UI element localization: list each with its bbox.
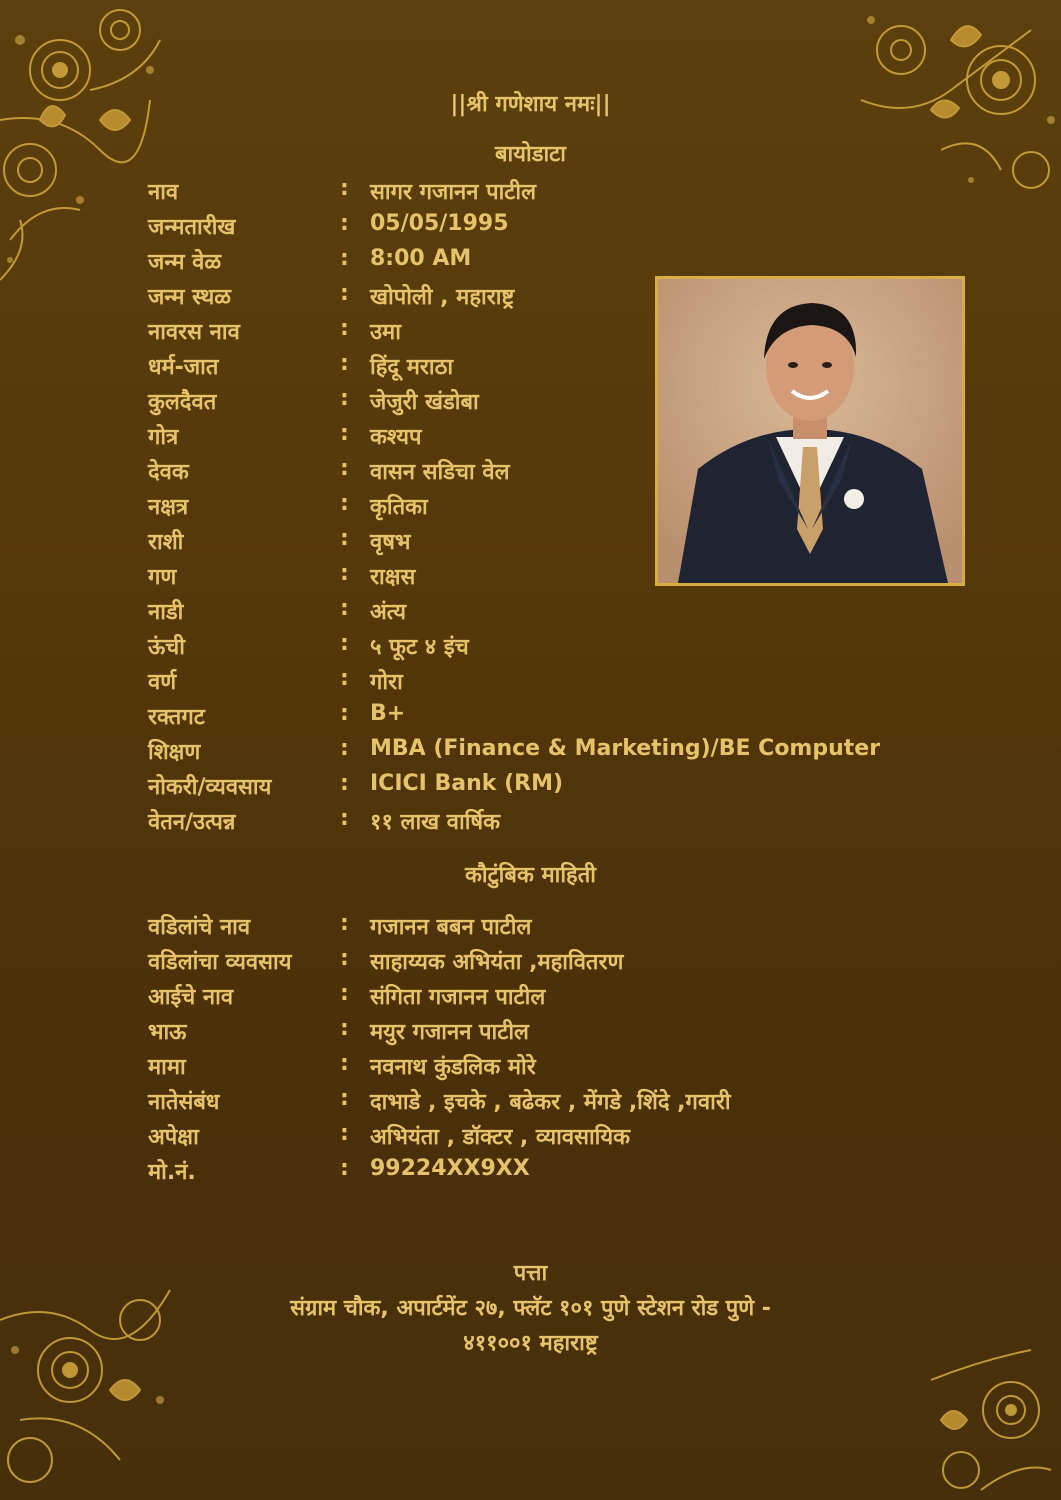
detail-label: धर्म-जात: [148, 355, 219, 380]
detail-value: MBA (Finance & Marketing)/BE Computer: [370, 736, 881, 761]
detail-separator: :: [340, 421, 349, 446]
detail-separator: :: [340, 666, 349, 691]
detail-label: नक्षत्र: [148, 495, 189, 520]
profile-photo-icon: [658, 279, 962, 583]
detail-separator: :: [340, 596, 349, 621]
family-separator: :: [340, 946, 349, 971]
detail-label: नाडी: [148, 600, 184, 625]
detail-value: वृषभ: [370, 530, 411, 555]
invocation-text: ||श्री गणेशाय नमः||: [450, 92, 611, 117]
family-label: आईचे नाव: [148, 985, 234, 1010]
detail-separator: :: [340, 456, 349, 481]
detail-value: उमा: [370, 320, 401, 345]
family-label: अपेक्षा: [148, 1125, 199, 1150]
detail-label: नावरस नाव: [148, 320, 240, 345]
detail-value: 05/05/1995: [370, 211, 509, 236]
family-separator: :: [340, 1051, 349, 1076]
detail-separator: :: [340, 176, 349, 201]
detail-value: B+: [370, 701, 406, 726]
family-label: वडिलांचा व्यवसाय: [148, 950, 292, 975]
detail-value: ११ लाख वार्षिक: [370, 810, 501, 835]
family-separator: :: [340, 1016, 349, 1041]
detail-value: सागर गजानन पाटील: [370, 180, 536, 205]
detail-label: देवक: [148, 460, 189, 485]
detail-separator: :: [340, 246, 349, 271]
detail-value: अंत्य: [370, 600, 406, 625]
detail-label: वर्ण: [148, 670, 177, 695]
detail-separator: :: [340, 736, 349, 761]
family-value: अभियंता , डॉक्टर , व्यावसायिक: [370, 1125, 631, 1150]
detail-label: नाव: [148, 180, 179, 205]
detail-value: खोपोली , महाराष्ट्र: [370, 285, 515, 310]
detail-label: जन्म वेळ: [148, 250, 222, 275]
detail-value: जेजुरी खंडोबा: [370, 390, 479, 415]
family-value: मयुर गजानन पाटील: [370, 1020, 529, 1045]
detail-separator: :: [340, 386, 349, 411]
family-value: दाभाडे , इचके , बढेकर , मेंगडे ,शिंदे ,गवारी: [370, 1090, 731, 1115]
family-value: 99224XX9XX: [370, 1156, 530, 1181]
detail-separator: :: [340, 211, 349, 236]
family-separator: :: [340, 1086, 349, 1111]
family-value: नवनाथ कुंडलिक मोरे: [370, 1055, 536, 1080]
address-heading: पत्ता: [513, 1261, 548, 1286]
detail-label: ऊंची: [148, 635, 185, 660]
detail-value: 8:00 AM: [370, 246, 472, 271]
detail-value: ५ फूट ४ इंच: [370, 635, 469, 660]
family-value: साहाय्यक अभियंता ,महावितरण: [370, 950, 624, 975]
detail-separator: :: [340, 491, 349, 516]
detail-separator: :: [340, 561, 349, 586]
detail-separator: :: [340, 631, 349, 656]
family-label: भाऊ: [148, 1020, 187, 1045]
detail-separator: :: [340, 771, 349, 796]
detail-label: शिक्षण: [148, 740, 201, 765]
family-label: मामा: [148, 1055, 186, 1080]
detail-value: कश्यप: [370, 425, 422, 450]
detail-value: कृतिका: [370, 495, 428, 520]
detail-separator: :: [340, 526, 349, 551]
detail-label: गोत्र: [148, 425, 179, 450]
family-separator: :: [340, 1121, 349, 1146]
detail-separator: :: [340, 701, 349, 726]
family-separator: :: [340, 911, 349, 936]
detail-label: गण: [148, 565, 177, 590]
address-line-1: संग्राम चौक, अपार्टमेंट २७, फ्लॅट १०१ पुणे स्टेशन रोड पुणे -: [290, 1296, 771, 1321]
detail-separator: :: [340, 281, 349, 306]
detail-label: रक्तगट: [148, 705, 205, 730]
detail-value: ICICI Bank (RM): [370, 771, 564, 796]
family-separator: :: [340, 981, 349, 1006]
detail-separator: :: [340, 351, 349, 376]
detail-separator: :: [340, 806, 349, 831]
family-section-heading: कौटुंबिक माहिती: [465, 863, 596, 888]
detail-value: गोरा: [370, 670, 403, 695]
detail-value: वासन सडिचा वेल: [370, 460, 510, 485]
detail-label: कुलदैवत: [148, 390, 217, 415]
detail-label: राशी: [148, 530, 184, 555]
family-label: मो.नं.: [148, 1160, 196, 1185]
detail-label: नोकरी/व्यवसाय: [148, 775, 272, 800]
family-label: नातेसंबंध: [148, 1090, 220, 1115]
detail-label: वेतन/उत्पन्न: [148, 810, 236, 835]
detail-label: जन्मतारीख: [148, 215, 236, 240]
profile-photo: [655, 276, 965, 586]
address-line-2: ४११००१ महाराष्ट्र: [463, 1331, 598, 1356]
detail-value: हिंदू मराठा: [370, 355, 454, 380]
detail-separator: :: [340, 316, 349, 341]
detail-value: राक्षस: [370, 565, 416, 590]
family-value: गजानन बबन पाटील: [370, 915, 532, 940]
detail-label: जन्म स्थळ: [148, 285, 232, 310]
family-separator: :: [340, 1156, 349, 1181]
family-value: संगिता गजानन पाटील: [370, 985, 546, 1010]
family-label: वडिलांचे नाव: [148, 915, 251, 940]
biodata-title: बायोडाटा: [495, 142, 566, 167]
